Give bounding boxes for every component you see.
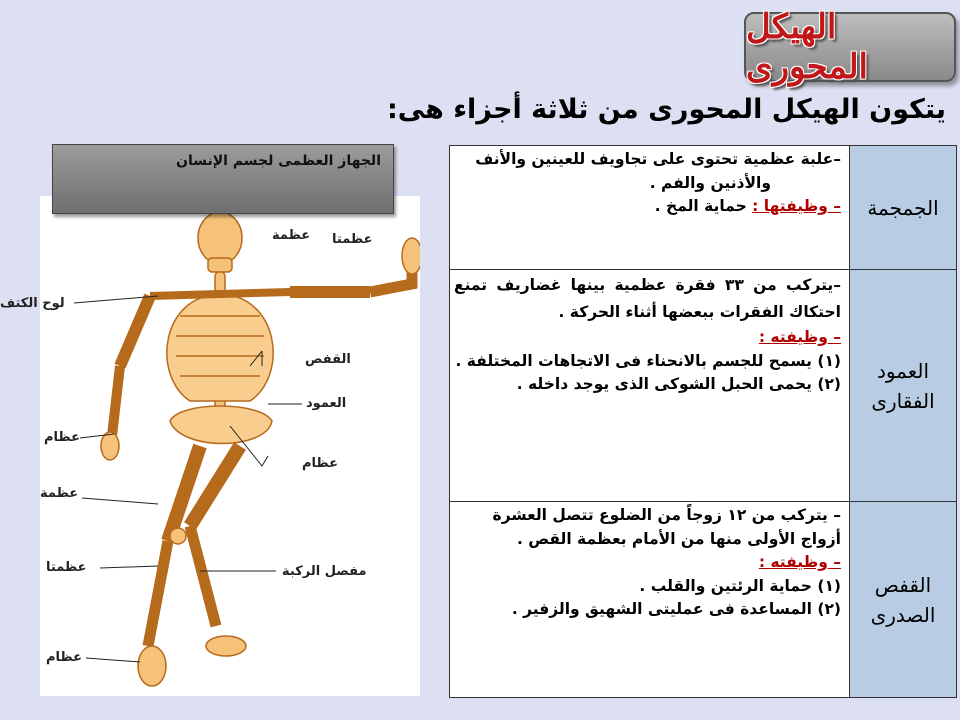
left-foot-shape: [138, 646, 166, 686]
left-shin-shape: [148, 541, 168, 646]
page-title: الهيكل المحورى: [746, 7, 869, 87]
label-humerus: عظمة: [272, 228, 311, 243]
function-label: – وظيفته :: [758, 328, 841, 346]
desc-line: أزواج الأولى منها من الأمام بعظمة القص .: [516, 529, 841, 548]
figure-caption: الجهاز العظمى لجسم الإنسان: [176, 153, 381, 169]
label-forearm-right: عظمتا: [332, 232, 373, 247]
function-line: [454, 195, 841, 219]
function-item: (٢) المساعدة فى عمليتى الشهيق والزفير .: [511, 600, 841, 618]
title-banner: [744, 7, 956, 87]
part-desc-skull: [450, 146, 850, 270]
desc-line: –يتركب من ٣٣ فقرة عظمية بينها غضاريف تمنع احتكاك الفقرات ببعضها أثناء الحركة .: [454, 276, 841, 321]
skull-shape: [198, 212, 242, 264]
table-row: [450, 146, 957, 270]
desc-line: –علبة عظمية تحتوى على تجاويف للعينين والأنف: [475, 150, 841, 168]
right-hand-shape: [402, 238, 420, 274]
table-row: [450, 270, 957, 502]
figure-caption-box: [52, 144, 394, 214]
part-desc-ribcage: [450, 502, 850, 698]
function-line: [454, 326, 841, 350]
pointer-line: [86, 658, 140, 662]
label-spine: العمود: [306, 396, 347, 411]
right-foot-shape: [206, 636, 246, 656]
section-heading: يتكون الهيكل المحورى من ثلاثة أجزاء هى:: [386, 94, 946, 125]
pelvis-shape: [170, 406, 272, 444]
right-shin-shape: [190, 526, 216, 626]
skeleton-figure: [40, 196, 420, 696]
desc-line: – يتركب من ١٢ زوجاً من الضلوع تتصل العشرة: [492, 506, 841, 524]
table-row: [450, 502, 957, 698]
function-item: (٢) يحمى الحبل الشوكى الذى يوجد داخله .: [516, 375, 841, 393]
knee-shape: [170, 528, 186, 544]
label-chest: القفص: [305, 352, 351, 367]
label-left-bone2: عظمة: [40, 486, 79, 501]
label-left-bones3: عظمتا: [46, 560, 87, 575]
function-item: (١) يسمح للجسم بالانحناء فى الاتجاهات المختلفة .: [455, 351, 841, 370]
pointer-line: [100, 566, 158, 568]
part-name-skull: الجمجمة: [850, 146, 957, 270]
clavicle-shape: [150, 292, 290, 296]
label-shoulder: لوح الكتف: [0, 296, 65, 311]
skeleton-parts-table: [449, 145, 957, 698]
skeleton-illustration: [40, 196, 420, 696]
label-feet: عظام: [46, 650, 82, 665]
left-upper-arm-shape: [120, 296, 150, 366]
jaw-shape: [208, 258, 232, 272]
ribcage-shape: [167, 294, 273, 401]
function-line: [454, 551, 841, 575]
part-name-spine: العمود الفقارى: [850, 270, 957, 502]
part-desc-spine: [450, 270, 850, 502]
function-label: – وظيفتها :: [752, 197, 841, 215]
part-name-ribcage: القفص الصدرى: [850, 502, 957, 698]
function-text: حماية المخ .: [654, 197, 747, 215]
left-hand-shape: [101, 432, 119, 460]
desc-line: والأذنين والفم .: [649, 173, 771, 192]
left-forearm-shape: [112, 366, 120, 436]
label-pelvis: عظام: [302, 456, 338, 471]
pointer-line: [82, 498, 158, 504]
label-left-bones: عظام: [44, 430, 80, 445]
function-item: (١) حماية الرئتين والقلب .: [639, 576, 841, 595]
label-knee: مفصل الركبة: [282, 564, 367, 579]
function-label: – وظيفته :: [758, 553, 841, 571]
